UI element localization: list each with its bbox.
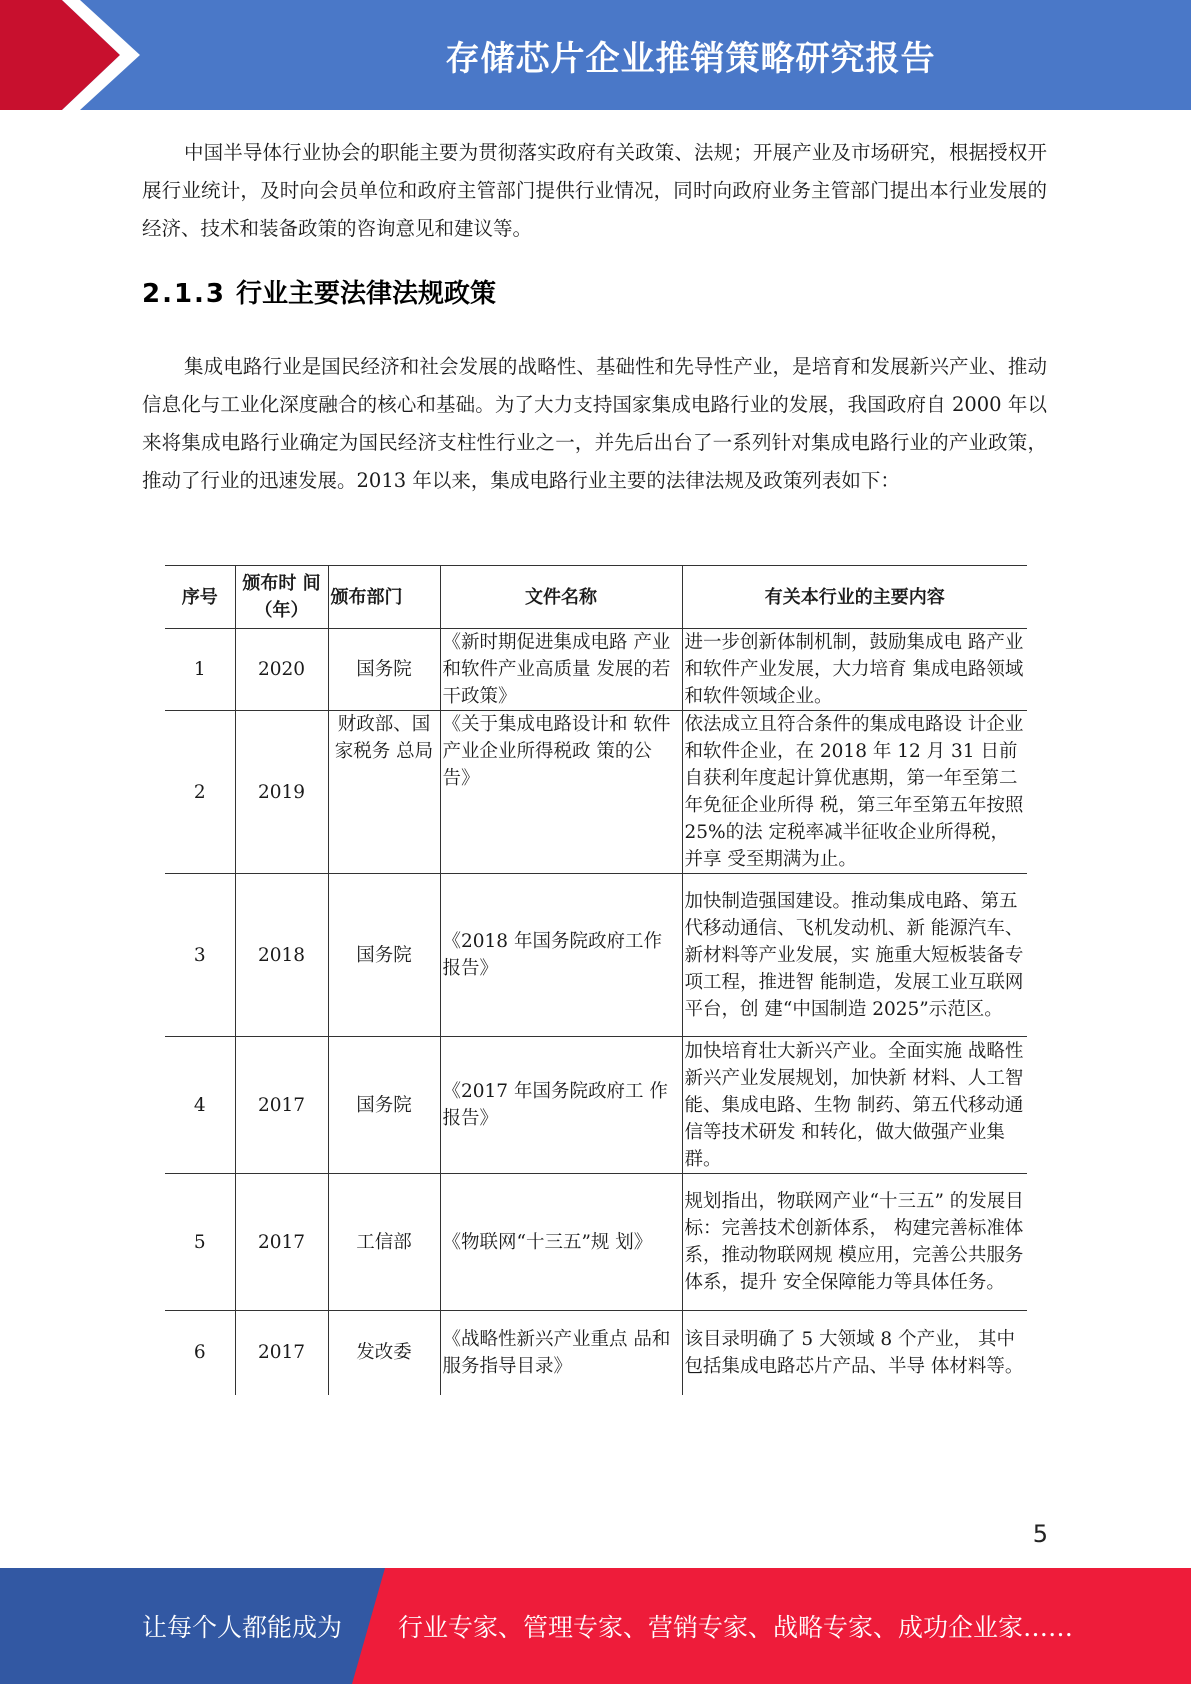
cell-name: 《新时期促进集成电路 产业和软件产业高质量 发展的若干政策》: [440, 629, 682, 711]
cell-name: 《物联网“十三五”规 划》: [440, 1174, 682, 1311]
chevron-arrow-icon: [0, 0, 160, 110]
table-row: [165, 1174, 1027, 1311]
report-title: 存储芯片企业推销策略研究报告: [445, 38, 936, 79]
cell-index: 1: [165, 629, 235, 711]
table-row: [165, 874, 1027, 1037]
cell-index: 5: [165, 1174, 235, 1311]
header-content: 有关本行业的主要内容: [682, 566, 1027, 629]
cell-dept: 国务院: [328, 629, 440, 711]
cell-dept: 国务院: [328, 874, 440, 1037]
cell-name: 《关于集成电路设计和 软件产业企业所得税政 策的公告》: [440, 711, 682, 874]
table-header-row: [165, 566, 1027, 629]
table-row: [165, 711, 1027, 874]
cell-content: 规划指出，物联网产业“十三五” 的发展目标：完善技术创新体系， 构建完善标准体系，推动物联网规 模应用，完善公共服务体系，提升 安全保障能力等具体任务。: [682, 1174, 1027, 1311]
cell-index: 6: [193, 1342, 206, 1364]
intro-paragraph: 中国半导体行业协会的职能主要为贯彻落实政府有关政策、法规；开展产业及市场研究，根据授权开展行业统计，及时向会员单位和政府主管部门提供行业情况，同时向政府业务主管部门提出本行业发展的经济、技术和装备政策的咨询意见和建议等。: [142, 141, 1047, 240]
section-paragraph: 集成电路行业是国民经济和社会发展的战略性、基础性和先导性产业，是培育和发展新兴产业、推动信息化与工业化深度融合的核心和基础。为了大力支持国家集成电路行业的发展，我国政府自 2000 年以来将集成电路行业确定为国民经济支柱性行业之一，并先后出台了一系列针对集成电路行业的产业政策，推动了行业的迅速发展。2013 年以来，集成电路行业主要的法律法规及政策列表如下：: [142, 355, 1047, 492]
header-name: 文件名称: [440, 566, 682, 629]
cell-dept: 国务院: [328, 1037, 440, 1174]
cell-year: 2019: [235, 711, 328, 874]
table-row: [165, 1037, 1027, 1174]
footer-slogan-right: 行业专家、管理专家、营销专家、战略专家、成功企业家……: [398, 1613, 1074, 1642]
footer-slogan-left: 让每个人都能成为: [142, 1613, 343, 1642]
header-index: 序号: [165, 566, 235, 629]
cell-content: 依法成立且符合条件的集成电路设 计企业和软件企业，在 2018 年 12 月 31 日前自获利年度起计算优惠期，第一年至第二年免征企业所得 税，第三年至第五年按照 25%的法 定税率减半征收企业所得税，并享 受至期满为止。: [682, 711, 1027, 874]
cell-content: 加快培育壮大新兴产业。全面实施 战略性新兴产业发展规划，加快新 材料、人工智能、集成电路、生物 制药、第五代移动通信等技术研发 和转化，做大做强产业集群。: [682, 1037, 1027, 1174]
cell-name: 《战略性新兴产业重点 品和服务指导目录》: [440, 1311, 682, 1395]
header-dept: 颁布部门: [328, 566, 440, 629]
cell-index: 4: [165, 1037, 235, 1174]
header-year: 颁布时 间（年）: [235, 566, 328, 629]
section-number: 2.1.3: [142, 279, 227, 309]
cell-content: 进一步创新体制机制，鼓励集成电 路产业和软件产业发展，大力培育 集成电路领域和软件领域企业。: [682, 629, 1027, 711]
cell-index: 2: [165, 711, 235, 874]
cell-content: 该目录明确了 5 大领域 8 个产业， 其中包括集成电路芯片产品、半导 体材料等。: [682, 1311, 1027, 1395]
cell-name: 《2018 年国务院政府工作报告》: [440, 874, 682, 1037]
page-footer: [0, 1568, 1191, 1684]
section-title: 行业主要法律法规政策: [236, 279, 497, 309]
cell-year: 2017: [235, 1311, 328, 1395]
cell-dept: 工信部: [328, 1174, 440, 1311]
cell-year: 2017: [235, 1037, 328, 1174]
cell-content: 加快制造强国建设。推动集成电路、第五代移动通信、飞机发动机、新 能源汽车、新材料等产业发展，实 施重大短板装备专项工程，推进智 能制造，发展工业互联网平台，创 建“中国制造 2025”示范区。: [682, 874, 1027, 1037]
cell-name: 《2017 年国务院政府工 作报告》: [440, 1037, 682, 1174]
cell-dept: 财政部、国家税务 总局: [328, 711, 440, 874]
cell-year: 2020: [235, 629, 328, 711]
page-number: 5: [1032, 1520, 1048, 1548]
page-header: [0, 0, 1191, 110]
table-row: [165, 1311, 1027, 1395]
cell-dept: 发改委: [328, 1311, 440, 1395]
cell-year: 2017: [235, 1174, 328, 1311]
table-row: [165, 629, 1027, 711]
policy-table: [165, 565, 1027, 1395]
cell-year: 2018: [235, 874, 328, 1037]
section-heading: [142, 273, 496, 310]
cell-index: 3: [165, 874, 235, 1037]
